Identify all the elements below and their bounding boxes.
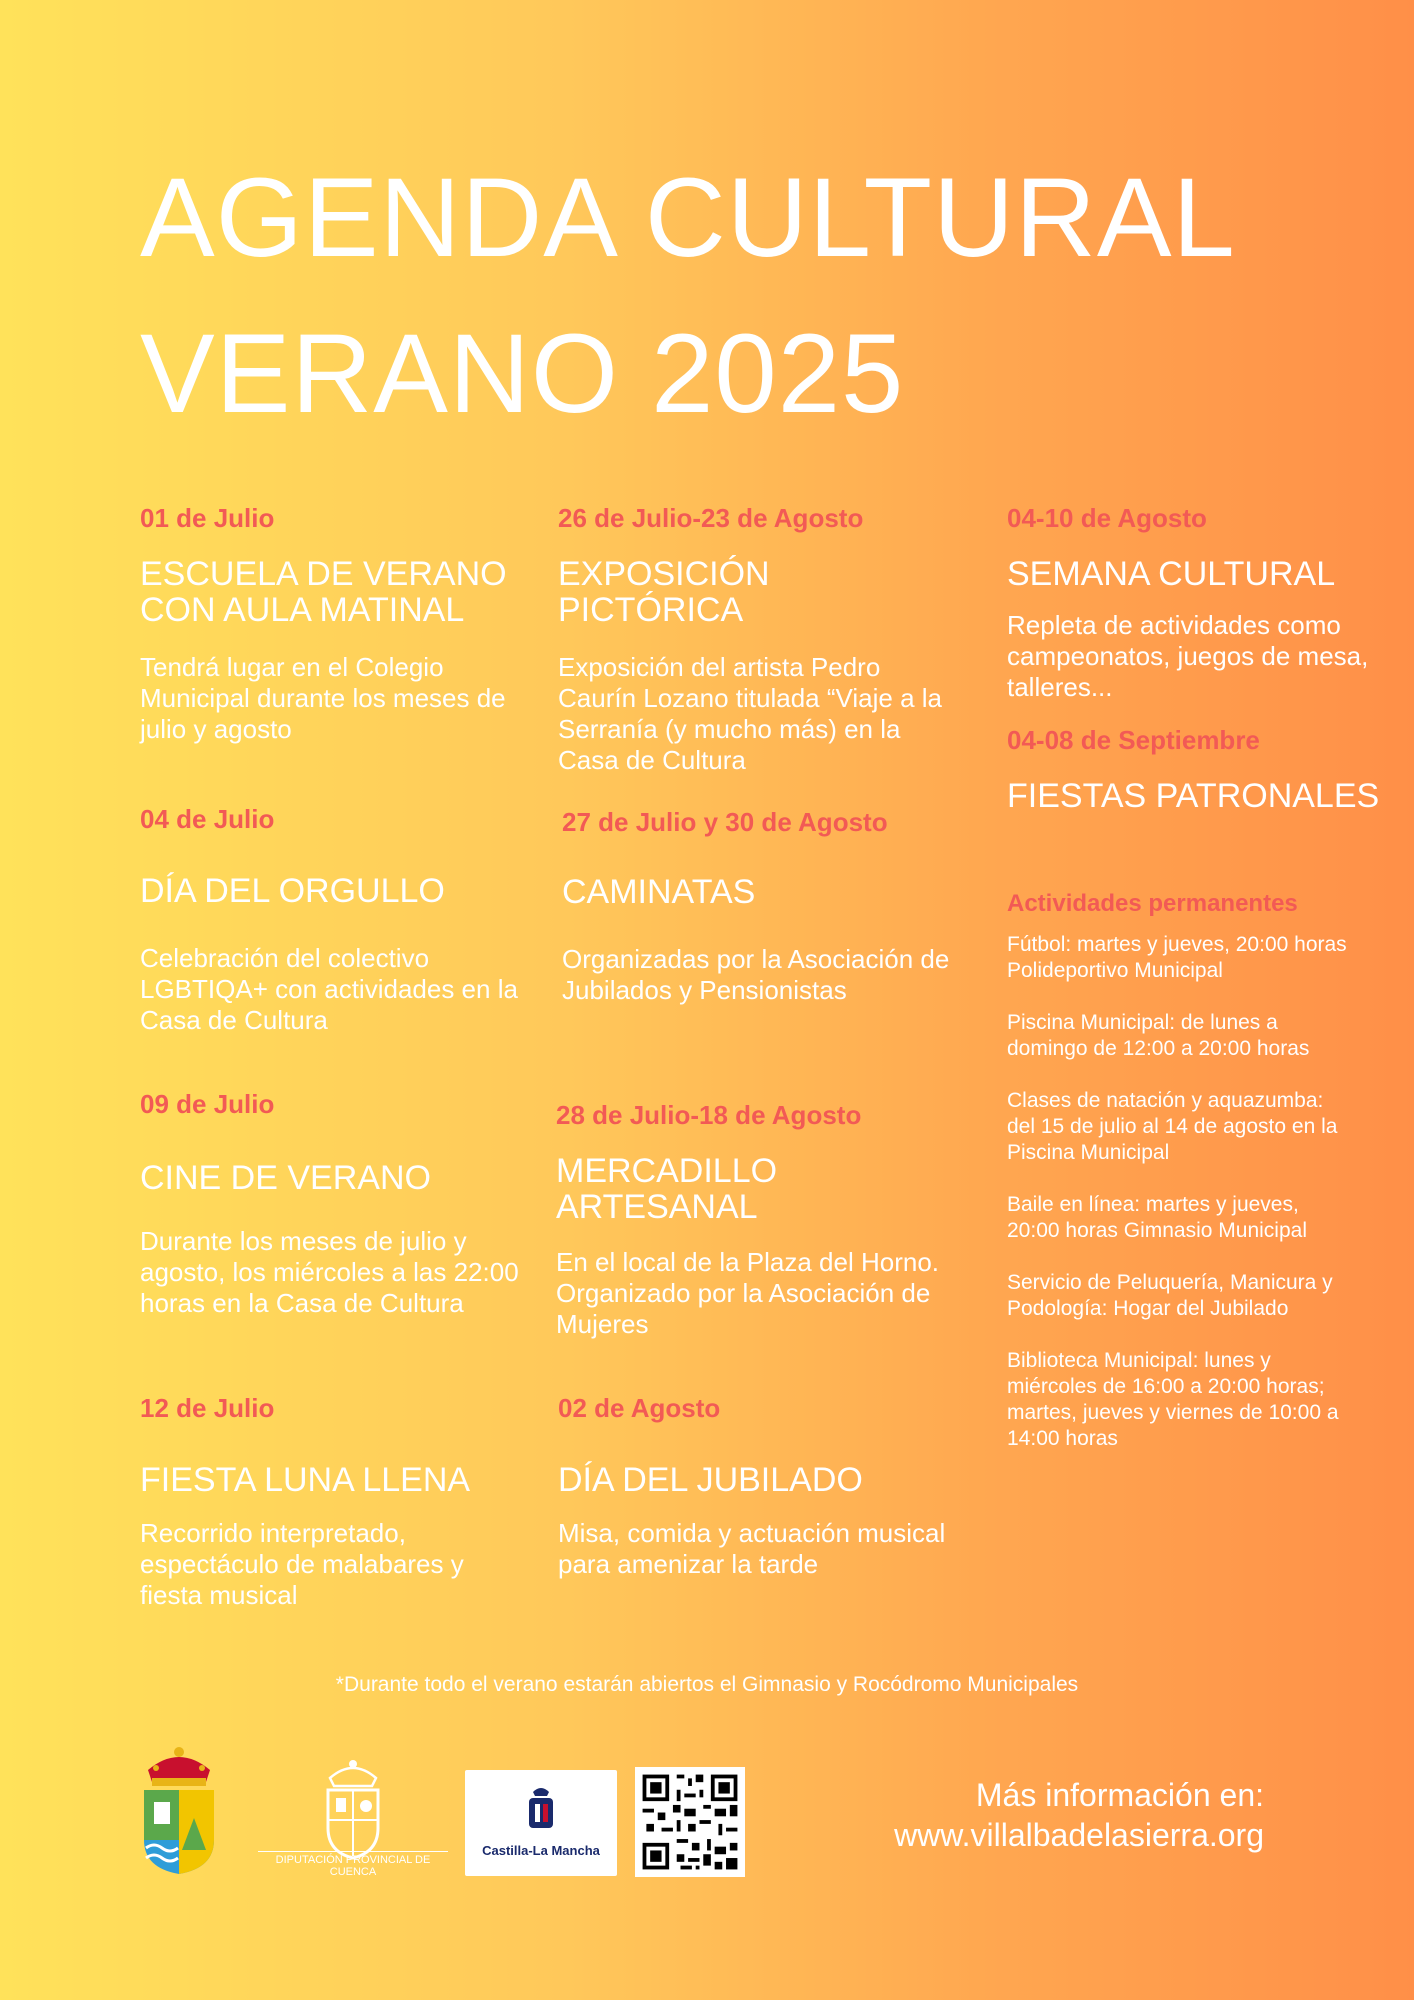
list-item: Servicio de Peluquería, Manicura y Podología: Hogar del Jubilado (1007, 1271, 1333, 1320)
event-exposicion-pictorica (558, 502, 948, 776)
event-fiestas-patronales (1007, 724, 1397, 814)
list-item: Clases de natación y aquazumba: del 15 de julio al 14 de agosto en la Piscina Municipal (1007, 1089, 1338, 1164)
event-date: 01 de Julio (140, 503, 275, 533)
event-name: FIESTAS PATRONALES (1007, 777, 1380, 815)
diputacion-crest-icon (258, 1756, 448, 1878)
event-description: Celebración del colectivo LGBTIQA+ con actividades en la Casa de Cultura (140, 943, 518, 1035)
footnote: *Durante todo el verano estarán abiertos el Gimnasio y Rocódromo Municipales (335, 1673, 1079, 1696)
castilla-la-mancha-logo-icon (465, 1770, 617, 1876)
event-name: SEMANA CULTURAL (1007, 555, 1336, 593)
event-mercadillo-artesanal (556, 1099, 946, 1340)
event-caminatas (562, 806, 952, 1006)
event-date: 26 de Julio-23 de Agosto (558, 503, 864, 533)
qr-code-icon[interactable] (635, 1767, 745, 1877)
event-escuela-verano (140, 502, 530, 745)
event-name: MERCADILLO ARTESANAL (556, 1152, 778, 1226)
list-item: Piscina Municipal: de lunes a domingo de 12:00 a 20:00 horas (1007, 1011, 1310, 1060)
event-semana-cultural (1007, 502, 1397, 703)
event-cine-verano (140, 1088, 530, 1319)
title-line-2: VERANO 2025 (140, 311, 905, 436)
list-item: Biblioteca Municipal: lunes y miércoles de 16:00 a 20:00 horas; martes, jueves y viernes de 10:00 a 14:00 horas (1007, 1349, 1339, 1450)
event-date: 04-10 de Agosto (1007, 503, 1207, 533)
list-item: Fútbol: martes y jueves, 20:00 horas Polideportivo Municipal (1007, 933, 1347, 982)
event-description: Recorrido interpretado, espectáculo de malabares y fiesta musical (140, 1518, 464, 1610)
list-item: Baile en línea: martes y jueves, 20:00 horas Gimnasio Municipal (1007, 1193, 1307, 1242)
event-date: 02 de Agosto (558, 1393, 721, 1423)
title-line-1: AGENDA CULTURAL (140, 155, 1236, 280)
event-date: 28 de Julio-18 de Agosto (556, 1100, 862, 1130)
castilla-la-mancha-label: Castilla-La Mancha (482, 1843, 600, 1858)
event-dia-orgullo (140, 803, 530, 1036)
event-name: FIESTA LUNA LLENA (140, 1461, 471, 1499)
event-description: Misa, comida y actuación musical para amenizar la tarde (558, 1518, 946, 1579)
event-description: Tendrá lugar en el Colegio Municipal durante los meses de julio y agosto (140, 652, 506, 744)
more-info (894, 1775, 1264, 1855)
event-name: DÍA DEL ORGULLO (140, 872, 445, 910)
event-description: En el local de la Plaza del Horno. Organizado por la Asociación de Mujeres (556, 1247, 940, 1339)
event-name: CAMINATAS (562, 873, 756, 911)
event-name: EXPOSICIÓN PICTÓRICA (558, 555, 770, 629)
page-title (140, 140, 1340, 452)
event-fiesta-luna-llena (140, 1392, 530, 1611)
town-coat-of-arms-icon (138, 1740, 220, 1876)
website-link[interactable]: www.villalbadelasierra.org (894, 1817, 1264, 1853)
event-date: 04 de Julio (140, 804, 275, 834)
event-name: CINE DE VERANO (140, 1159, 431, 1197)
event-name: DÍA DEL JUBILADO (558, 1461, 863, 1499)
event-name: ESCUELA DE VERANO CON AULA MATINAL (140, 555, 507, 629)
more-info-label: Más información en: (975, 1777, 1264, 1813)
event-dia-jubilado (558, 1392, 948, 1580)
diputacion-label: DIPUTACIÓN PROVINCIAL DE CUENCA (258, 1851, 448, 1878)
event-date: 04-08 de Septiembre (1007, 725, 1260, 755)
event-date: 12 de Julio (140, 1393, 275, 1423)
event-description: Durante los meses de julio y agosto, los miércoles a las 22:00 horas en la Casa de Cultura (140, 1226, 519, 1318)
permanent-activities-title: Actividades permanentes (1007, 890, 1298, 917)
event-description: Exposición del artista Pedro Caurín Lozano titulada “Viaje a la Serranía (y mucho más) en la Casa de Cultura (558, 652, 942, 775)
event-description: Organizadas por la Asociación de Jubilados y Pensionistas (562, 944, 950, 1005)
event-date: 27 de Julio y 30 de Agosto (562, 807, 888, 837)
event-description: Repleta de actividades como campeonatos, juegos de mesa, talleres... (1007, 610, 1369, 702)
event-date: 09 de Julio (140, 1089, 275, 1119)
permanent-activities-list (1007, 932, 1347, 1478)
